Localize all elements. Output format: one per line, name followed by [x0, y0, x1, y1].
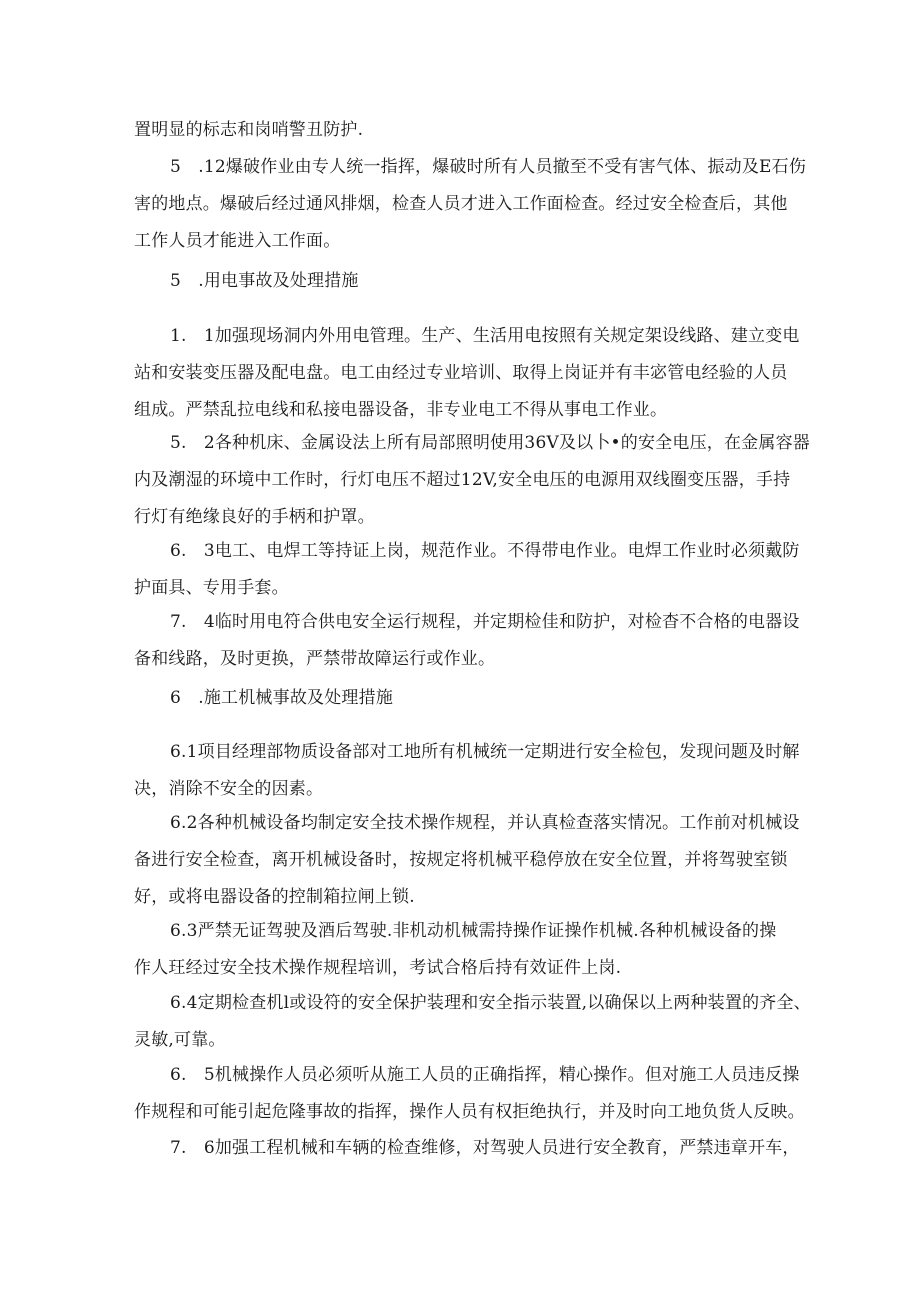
- text-line: 内及潮湿的环境中工作时，行灯电压不超过12V,安全电压的电源用双线圈变压器，手持: [134, 470, 791, 490]
- text-line: 作人玨经过安全技术操作规程培训，考试合格后持有效证件上岗.: [134, 958, 622, 978]
- text-line: 5 .12爆破作业由专人统一指挥，爆破时所有人员撤至不受有害气体、振动及E石伤: [170, 157, 807, 177]
- section-heading-machinery: [134, 680, 794, 717]
- heading-line: 5 .用电事故及处理措施: [170, 271, 359, 291]
- text-line: 7. 6加强工程机械和车辆的检查维修，对驾驶人员进行安全教育，严禁违章开车，: [170, 1138, 800, 1158]
- paragraph-electrical-2: [134, 425, 810, 536]
- paragraph-machinery-6-4: [134, 985, 811, 1059]
- text-line: 好，或将电器设备的控制箱拉闸上锁.: [134, 887, 415, 907]
- text-line: 6.1项目经理部物质设备部对工地所有机械统一定期进行安全检包，发现问题及时解: [170, 742, 800, 762]
- paragraph-machinery-6-1: [134, 734, 800, 808]
- heading-line: 6 .施工机械事故及处理措施: [170, 688, 394, 708]
- paragraph-electrical-4: [134, 604, 800, 678]
- text-line: 组成。严禁乱拉电线和私接电器设备，非专业电工不得从事电工作业。: [134, 400, 668, 420]
- text-line: 行灯有绝缘良好的手柄和护罩。: [134, 507, 375, 527]
- text-line: 害的地点。爆破后经过通风排烟，检查人员才进入工作面检查。经过安全检查后，其他: [134, 194, 788, 214]
- text-line: 站和安装变压器及配电盘。电工由经过专业培训、取得上岗证并有丰宓管电经验的人员: [134, 363, 788, 383]
- text-line: 6. 3电工、电焊工等持证上岗，规范作业。不得带电作业。电焊工作业时必须戴防: [170, 541, 800, 561]
- text-line: 6.3严禁无证驾驶及酒后驾驶.非机动机械需持操作证操作机械.各种机械设备的操: [170, 921, 777, 941]
- text-line: 决，消除不安全的因素。: [134, 779, 324, 799]
- paragraph-machinery-6-5: [134, 1057, 805, 1131]
- text-line: 作规程和可能引起危隆事故的指挥，操作人员有权拒绝执行，并及时向工地负货人反映。: [134, 1102, 805, 1122]
- text-line: 护面具、专用手套。: [134, 578, 289, 598]
- paragraph-machinery-6-3: [134, 913, 794, 987]
- paragraph-electrical-3: [134, 533, 800, 607]
- paragraph-machinery-6-2: [134, 805, 800, 916]
- paragraph-continuation: [134, 112, 794, 149]
- text-line: 1. 1加强现场洞内外用电管理。生产、生活用电按照有关规定架设线路、建立变电: [170, 326, 800, 346]
- text-line: 备和线路，及时更换，严禁带故障运行或作业。: [134, 649, 496, 669]
- text-line: 置明显的标志和岗哨警丑防护.: [134, 120, 364, 140]
- text-line: 6.2各种机械设备均制定安全技术操作规程，并认真检查落实情况。工作前对机械设: [170, 813, 800, 833]
- text-line: 备进行安全检查，离开机械设备时，按规定将机械平稳停放在安全位置，并将驾驶室锁: [134, 850, 788, 870]
- text-line: 6. 5机械操作人员必须听从施工人员的正确指挥，精心操作。但对施工人员违反操: [170, 1065, 800, 1085]
- paragraph-electrical-1: [134, 318, 800, 429]
- text-line: 5. 2各种机床、金属设法上所有局部照明使用36V及以卜•的安全电压，在金属容器: [170, 433, 810, 453]
- text-line: 灵敏,可靠。: [134, 1030, 226, 1050]
- paragraph-machinery-6-6: [134, 1130, 800, 1167]
- text-line: 6.4定期检查机l或设符的安全保护装理和安全指示装置,以确保以上两种装置的齐全、: [170, 993, 811, 1013]
- text-line: 7. 4临时用电符合供电安全运行规程，并定期检佳和防护，对检杳不合格的电器设: [170, 612, 800, 632]
- paragraph-5-12: [134, 149, 807, 260]
- text-line: 工作人员才能进入工作面。: [134, 231, 341, 251]
- section-heading-electrical: [134, 263, 794, 300]
